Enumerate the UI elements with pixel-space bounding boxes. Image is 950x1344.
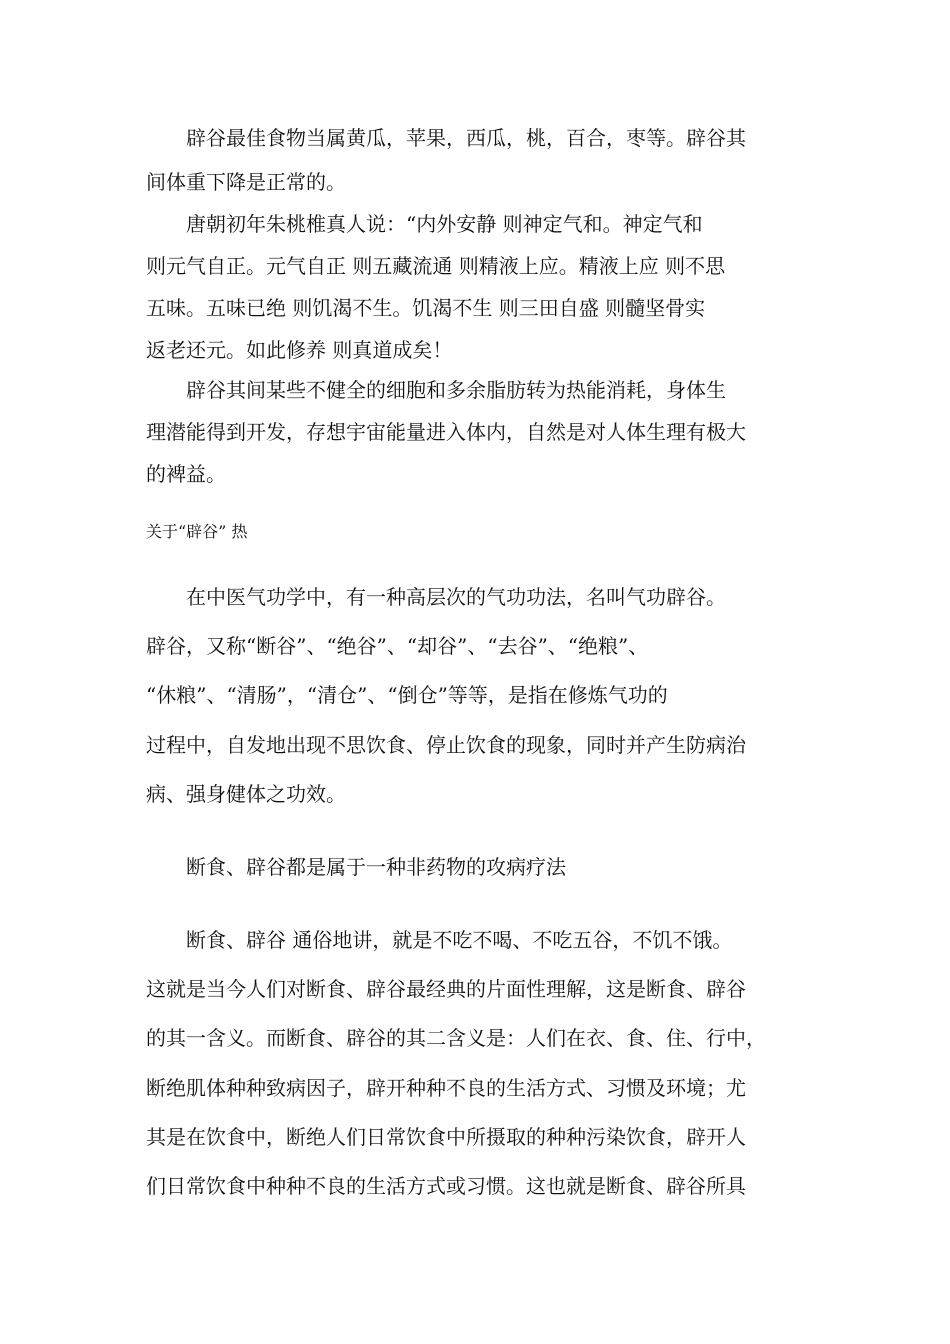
intro-line-3: “休粮”、“清肠”，“清仓”、“倒仓”等等，是指在修炼气功的: [146, 683, 668, 707]
paragraph-2-line-3: 五味。五味已绝 则饥渴不生。饥渴不生 则三田自盛 则髓坚骨实: [146, 296, 706, 320]
paragraph-1-line-2: 间体重下降是正常的。: [146, 170, 346, 194]
paragraph-2-line-1: 唐朝初年朱桃椎真人说：“内外安静 则神定气和。神定气和: [146, 212, 703, 236]
body-line-1: 断食、辟谷 通俗地讲，就是不吃不喝、不吃五谷，不饥不饿。: [146, 928, 733, 952]
paragraph-3-line-2: 理潜能得到开发，存想宇宙能量进入体内，自然是对人体生理有极大: [146, 420, 746, 444]
body-line-6: 们日常饮食中种种不良的生活方式或习惯。这也就是断食、辟谷所具: [146, 1174, 746, 1198]
paragraph-2-line-2: 则元气自正。元气自正 则五藏流通 则精液上应。精液上应 则不思: [146, 254, 726, 278]
paragraph-2-line-4: 返老还元。如此修养 则真道成矣！: [146, 338, 453, 362]
section-heading: 关于“辟谷” 热: [146, 522, 248, 541]
intro-line-2: 辟谷，又称“断谷”、“绝谷”、“却谷”、“去谷”、“绝粮”、: [146, 634, 649, 658]
intro-line-1: 在中医气功学中，有一种高层次的气功功法，名叫气功辟谷。: [146, 585, 726, 609]
intro-line-4: 过程中，自发地出现不思饮食、停止饮食的现象，同时并产生防病治: [146, 733, 746, 757]
body-line-3: 的其一含义。而断食、辟谷的其二含义是：人们在衣、食、住、行中，: [146, 1026, 766, 1050]
subheading: 断食、辟谷都是属于一种非药物的攻病疗法: [146, 855, 566, 879]
paragraph-3-line-3: 的裨益。: [146, 462, 226, 486]
body-line-4: 断绝肌体种种致病因子，辟开种种不良的生活方式、习惯及环境；尤: [146, 1076, 746, 1100]
paragraph-3-line-1: 辟谷其间某些不健全的细胞和多余脂肪转为热能消耗，身体生: [146, 378, 726, 402]
paragraph-1-line-1: 辟谷最佳食物当属黄瓜，苹果，西瓜，桃，百合，枣等。辟谷其: [146, 126, 746, 150]
body-line-2: 这就是当今人们对断食、辟谷最经典的片面性理解，这是断食、辟谷: [146, 977, 746, 1001]
body-line-5: 其是在饮食中，断绝人们日常饮食中所摄取的种种污染饮食，辟开人: [146, 1125, 746, 1149]
intro-line-5: 病、强身健体之功效。: [146, 782, 346, 806]
